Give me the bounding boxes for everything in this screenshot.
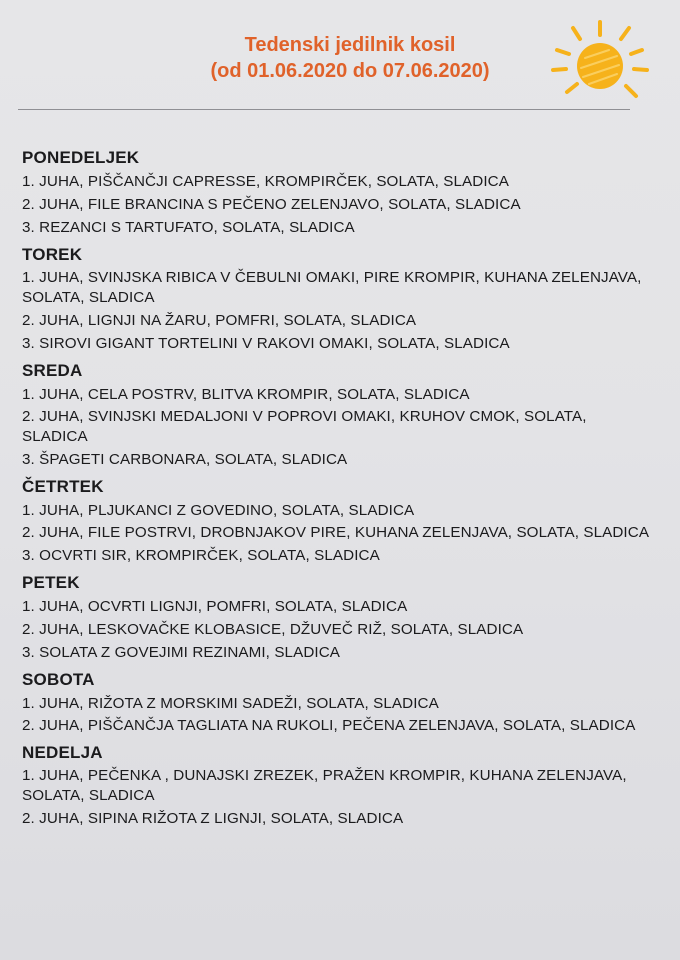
- day-friday: [22, 573, 662, 663]
- menu-title: Tedenski jedilnik kosil: [244, 34, 456, 56]
- menu-item: 3. REZANCI S TARTUFATO, SOLATA, SLADICA: [22, 219, 355, 236]
- menu-item: 2. JUHA, LIGNJI NA ŽARU, POMFRI, SOLATA, SLADICA: [22, 312, 417, 329]
- header-divider: [18, 109, 630, 110]
- day-name: PETEK: [22, 573, 80, 592]
- day-thursday: [22, 477, 662, 566]
- menu-item: 2. JUHA, LESKOVAČKE KLOBASICE, DŽUVEČ RIŽ, SOLATA, SLADICA: [22, 621, 524, 638]
- menu-item: 1. JUHA, PEČENKA , DUNAJSKI ZREZEK, PRAŽEN KROMPIR, KUHANA ZELENJAVA, SOLATA, SLADICA: [22, 767, 627, 804]
- menu-item: 1. JUHA, OCVRTI LIGNJI, POMFRI, SOLATA, SLADICA: [22, 598, 408, 615]
- menu-item: 1. JUHA, PIŠČANČJI CAPRESSE, KROMPIRČEK, SOLATA, SLADICA: [22, 173, 509, 190]
- sun-icon: [545, 18, 655, 110]
- day-tuesday: [22, 245, 662, 354]
- weekly-menu: [22, 148, 662, 836]
- menu-item: 3. ŠPAGETI CARBONARA, SOLATA, SLADICA: [22, 451, 348, 468]
- menu-item: 2. JUHA, FILE POSTRVI, DROBNJAKOV PIRE, KUHANA ZELENJAVA, SOLATA, SLADICA: [22, 524, 650, 541]
- day-name: TOREK: [22, 245, 83, 264]
- day-name: NEDELJA: [22, 743, 103, 762]
- menu-item: 2. JUHA, SVINJSKI MEDALJONI V POPROVI OMAKI, KRUHOV CMOK, SOLATA, SLADICA: [22, 408, 587, 445]
- day-name: PONEDELJEK: [22, 148, 140, 167]
- menu-item: 1. JUHA, CELA POSTRV, BLITVA KROMPIR, SOLATA, SLADICA: [22, 386, 470, 403]
- day-wednesday: [22, 361, 662, 470]
- menu-item: 1. JUHA, PLJUKANCI Z GOVEDINO, SOLATA, SLADICA: [22, 502, 415, 519]
- menu-item: 3. SIROVI GIGANT TORTELINI V RAKOVI OMAKI, SOLATA, SLADICA: [22, 335, 510, 352]
- menu-item: 1. JUHA, SVINJSKA RIBICA V ČEBULNI OMAKI, PIRE KROMPIR, KUHANA ZELENJAVA, SOLATA, SLADICA: [22, 269, 642, 306]
- menu-item: 2. JUHA, PIŠČANČJA TAGLIATA NA RUKOLI, PEČENA ZELENJAVA, SOLATA, SLADICA: [22, 717, 636, 734]
- menu-item: 3. OCVRTI SIR, KROMPIRČEK, SOLATA, SLADICA: [22, 547, 380, 564]
- day-name: SOBOTA: [22, 670, 95, 689]
- menu-item: 2. JUHA, SIPINA RIŽOTA Z LIGNJI, SOLATA, SLADICA: [22, 810, 404, 827]
- day-name: SREDA: [22, 361, 83, 380]
- day-saturday: [22, 670, 662, 736]
- menu-date-range: (od 01.06.2020 do 07.06.2020): [210, 60, 490, 82]
- day-sunday: [22, 743, 662, 829]
- menu-item: 2. JUHA, FILE BRANCINA S PEČENO ZELENJAVO, SOLATA, SLADICA: [22, 196, 521, 213]
- day-monday: [22, 148, 662, 238]
- menu-item: 3. SOLATA Z GOVEJIMI REZINAMI, SLADICA: [22, 644, 341, 661]
- day-name: ČETRTEK: [22, 477, 104, 496]
- menu-item: 1. JUHA, RIŽOTA Z MORSKIMI SADEŽI, SOLATA, SLADICA: [22, 695, 439, 712]
